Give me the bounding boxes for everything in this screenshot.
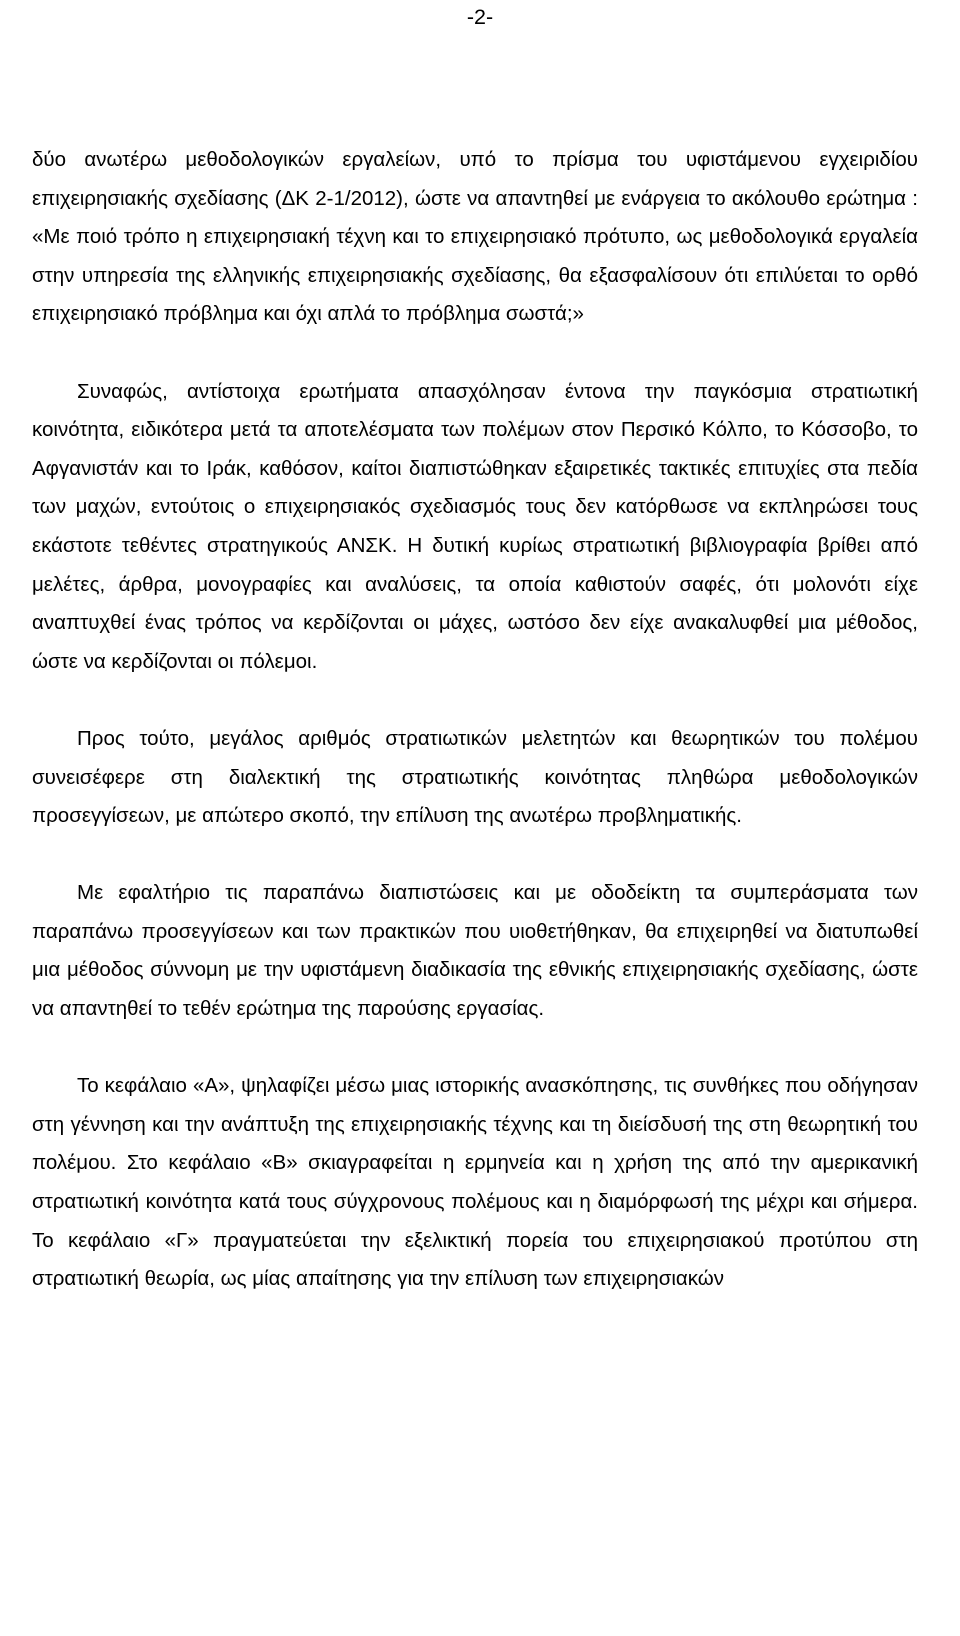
paragraph-4: Με εφαλτήριο τις παραπάνω διαπιστώσεις και με οδοδείκτη τα συμπεράσματα των παραπάνω προσεγγίσεων και των πρακτικών που υιοθετήθηκαν, θα επιχειρηθεί να διατυπωθεί μια μέθοδος σύννομη με την υφιστάμενη διαδικασία της εθνικής επιχειρησιακής σχεδίασης, ώστε να απαντηθεί το τεθέν ερώτημα της παρούσης εργασίας. [32, 881, 918, 1021]
paragraph-3: Προς τούτο, μεγάλος αριθμός στρατιωτικών μελετητών και θεωρητικών του πολέμου συνεισέφερε στη διαλεκτική της στρατιωτικής κοινότητας πληθώρα μεθοδολογικών προσεγγίσεων, με απώτερο σκοπό, την επίλυση της ανωτέρω προβληματικής. [32, 726, 918, 828]
paragraph-5: Το κεφάλαιο «Α», ψηλαφίζει μέσω μιας ιστορικής ανασκόπησης, τις συνθήκες που οδήγησαν στη γέννηση και την ανάπτυξη της επιχειρησιακής τέχνης και τη διείσδυσή της στη θεωρητική του πολέμου. Στο κεφάλαιο «Β» σκιαγραφείται η ερμηνεία και η χρήση της από την αμερικανική στρατιωτική κοινότητα κατά τους σύγχρονους πολέμους και η διαμόρφωσή της μέχρι και σήμερα. Το κεφάλαιο «Γ» πραγματεύεται την εξελικτική πορεία του επιχειρησιακού προτύπου στη στρατιωτική θεωρία, ως μίας απαίτησης για την επίλυση των επιχειρησιακών [32, 1074, 918, 1291]
page-number: -2- [466, 5, 494, 29]
document-body [32, 141, 918, 1299]
paragraph-1: δύο ανωτέρω μεθοδολογικών εργαλείων, υπό το πρίσμα του υφιστάμενου εγχειριδίου επιχειρησιακής σχεδίασης (ΔΚ 2-1/2012), ώστε να απαντηθεί με ενάργεια το ακόλουθο ερώτημα : «Με ποιό τρόπο η επιχειρησιακή τέχνη και το επιχειρησιακό πρότυπο, ως μεθοδολογικά εργαλεία στην υπηρεσία της ελληνικής επιχειρησιακής σχεδίασης, θα εξασφαλίσουν ότι επιλύεται το ορθό επιχειρησιακό πρόβλημα και όχι απλά το πρόβλημα σωστά;» [32, 148, 918, 326]
paragraph-2: Συναφώς, αντίστοιχα ερωτήματα απασχόλησαν έντονα την παγκόσμια στρατιωτική κοινότητα, ειδικότερα μετά τα αποτελέσματα των πολέμων στον Περσικό Κόλπο, το Κόσσοβο, το Αφγανιστάν και το Ιράκ, καθόσον, καίτοι διαπιστώθηκαν εξαιρετικές τακτικές επιτυχίες στα πεδία των μαχών, εντούτοις ο επιχειρησιακός σχεδιασμός τους δεν κατόρθωσε να εκπληρώσει τους εκάστοτε τεθέντες στρατηγικούς ΑΝΣΚ. Η δυτική κυρίως στρατιωτική βιβλιογραφία βρίθει από μελέτες, άρθρα, μονογραφίες και αναλύσεις, τα οποία καθιστούν σαφές, ότι μολονότι είχε αναπτυχθεί ένας τρόπος να κερδίζονται οι μάχες, ωστόσο δεν είχε ανακαλυφθεί μια μέθοδος, ώστε να κερδίζονται οι πόλεμοι. [32, 379, 918, 673]
